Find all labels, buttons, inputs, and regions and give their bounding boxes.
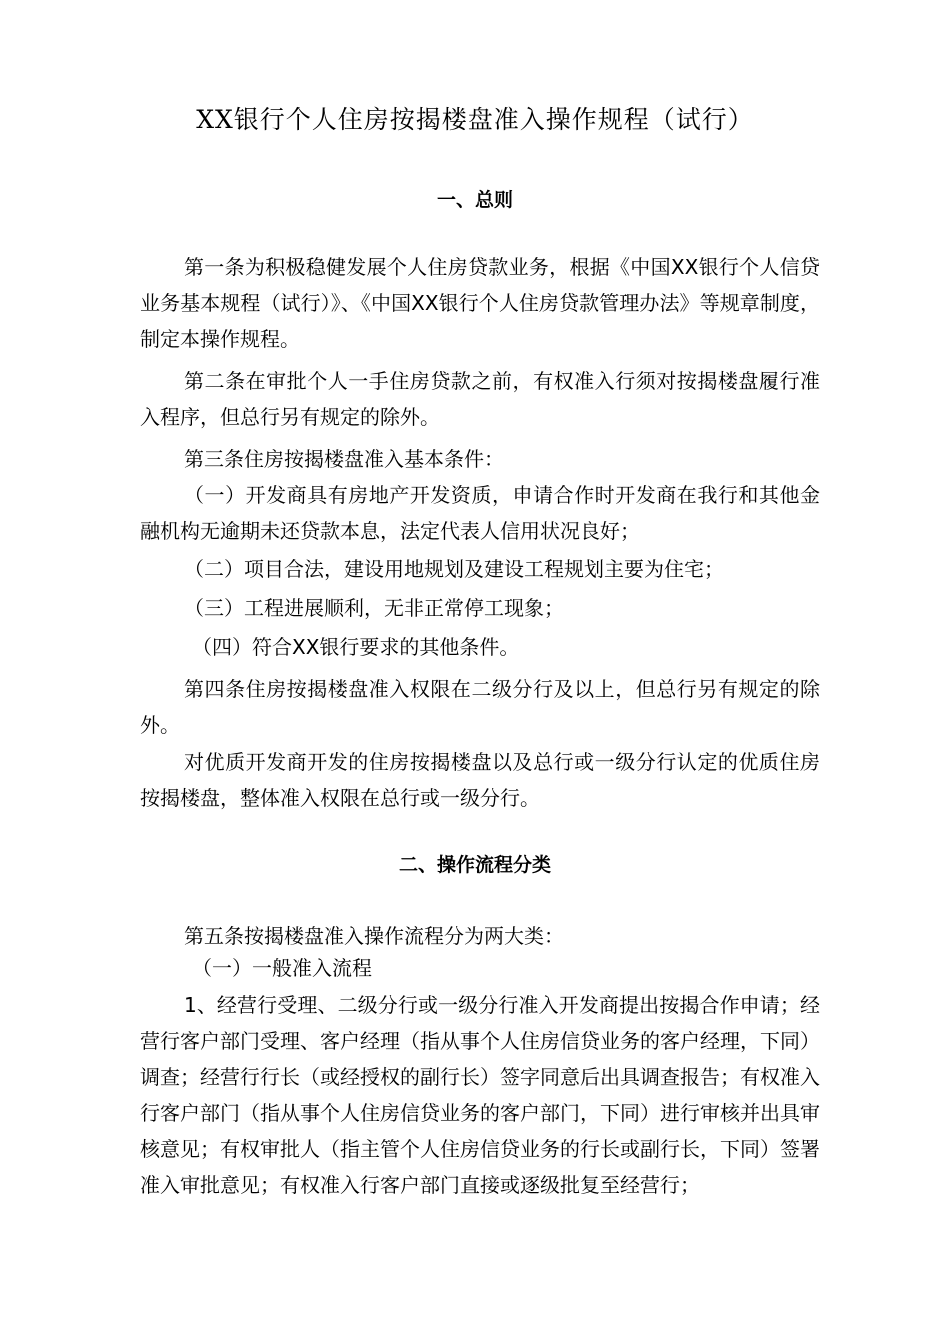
article-4: 第四条住房按揭楼盘准入权限在二级分行及以上，但总行另有规定的除外。 [140,677,820,737]
document-title: XX银行个人住房按揭楼盘准入操作规程（试行） [196,105,754,134]
section-heading-process: 二、操作流程分类 [398,854,551,876]
article-3-item-4: （四）符合XX银行要求的其他条件。 [192,635,520,659]
article-5-step-1: 1、经营行受理、二级分行或一级分行准入开发商提出按揭合作申请；经营行客户部门受理、客户经理（指从事个人住房信贷业务的客户经理，下同）调查；经营行行长（或经授权的副行长）签字同意后出具调查报告；有权准入行客户部门（指从事个人住房信贷业务的客户部门，下同）进行审核并出具审核意见；有权审批人（指主管个人住房信贷业务的行长或副行长，下同）签署准入审批意见；有权准入行客户部门直接或逐级批复至经营行； [140,993,820,1197]
article-3-item-2: （二）项目合法，建设用地规划及建设工程规划主要为住宅； [184,557,724,581]
article-3-item-3: （三）工程进展顺利，无非正常停工现象； [184,596,564,620]
article-3-item-1: （一）开发商具有房地产开发资质，申请合作时开发商在我行和其他金融机构无逾期未还贷款本息，法定代表人信用状况良好； [140,483,820,543]
article-5: 第五条按揭楼盘准入操作流程分为两大类： [184,924,564,948]
article-1: 第一条为积极稳健发展个人住房贷款业务，根据《中国XX银行个人信贷业务基本规程（试行）》、《中国XX银行个人住房贷款管理办法》等规章制度，制定本操作规程。 [140,255,820,351]
article-5-item-1: （一）一般准入流程 [192,956,372,980]
section-heading-general: 一、总则 [436,189,513,211]
article-3: 第三条住房按揭楼盘准入基本条件： [184,447,504,471]
article-4-note: 对优质开发商开发的住房按揭楼盘以及总行或一级分行认定的优质住房按揭楼盘，整体准入权限在总行或一级分行。 [140,750,820,810]
article-2: 第二条在审批个人一手住房贷款之前，有权准入行须对按揭楼盘履行准入程序，但总行另有规定的除外。 [140,369,820,429]
